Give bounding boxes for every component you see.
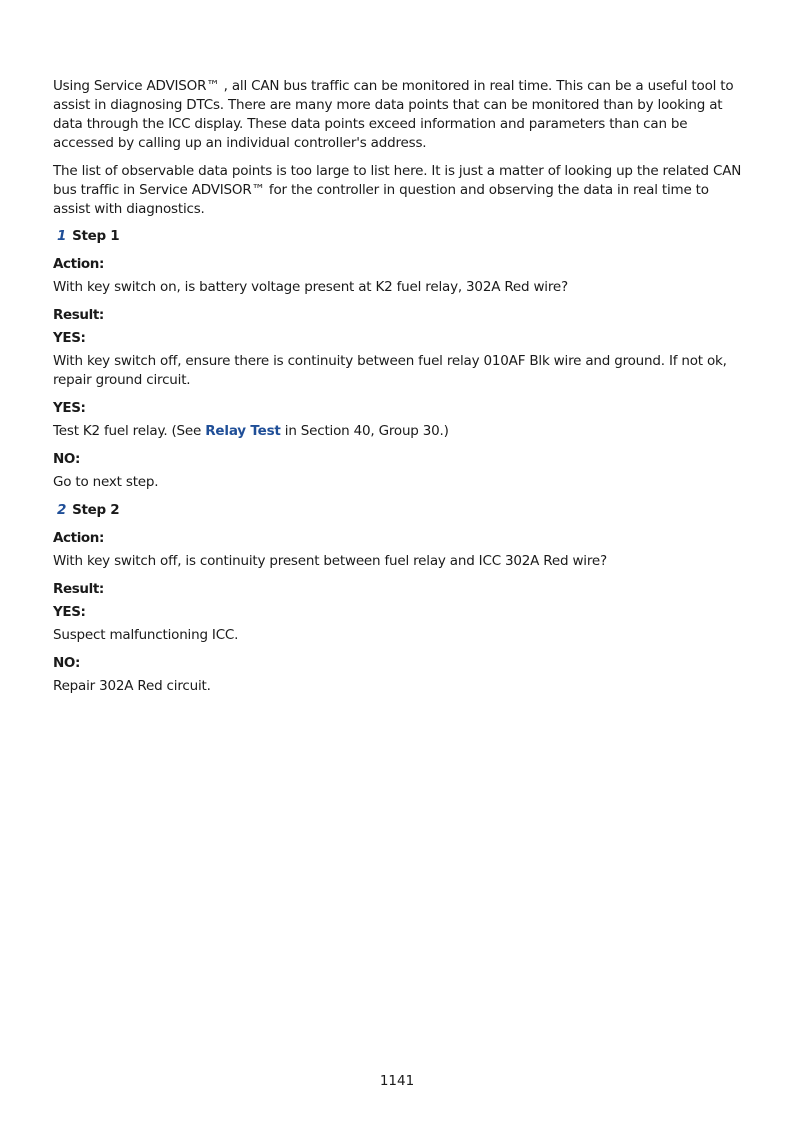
step-1-yes-text-2-before: Test K2 fuel relay. (See (53, 423, 206, 439)
step-1-title: Step 1 (72, 228, 120, 244)
step-1-yes-label-1: YES: (53, 330, 86, 346)
step-1-number: 1 (57, 228, 67, 244)
step-2-yes-label: YES: (53, 604, 86, 620)
intro-paragraph-1: Using Service ADVISOR™ , all CAN bus traffic can be monitored in real time. This can be a useful tool to assist in diagnosing DTCs. There are many more data points that can be monitored than by looking at data through the ICC display. These data points exceed information and parameters than can be accessed by calling up an individual controller's address. (53, 78, 734, 151)
step-2-section (53, 501, 743, 696)
step-1-yes-text-1: With key switch off, ensure there is continuity between fuel relay 010AF Blk wire and ground. If not ok, repair ground circuit. (53, 353, 727, 388)
step-1-section (53, 227, 743, 492)
step-2-heading (53, 501, 743, 520)
step-2-no-text: Repair 302A Red circuit. (53, 678, 211, 694)
step-1-result-label: Result: (53, 307, 104, 323)
step-1-no-label: NO: (53, 451, 80, 467)
step-1-yes-text-2 (53, 422, 743, 441)
step-1-yes-text-2-after: in Section 40, Group 30.) (280, 423, 449, 439)
step-1-action-label: Action: (53, 256, 105, 272)
step-1-no-text: Go to next step. (53, 474, 159, 490)
document-body (53, 77, 743, 696)
step-1-yes-label-2: YES: (53, 400, 86, 416)
step-2-title: Step 2 (72, 502, 120, 518)
relay-test-link[interactable]: Relay Test (205, 423, 281, 439)
step-2-result-label: Result: (53, 581, 104, 597)
step-2-yes-text: Suspect malfunctioning ICC. (53, 627, 239, 643)
step-1-action-text: With key switch on, is battery voltage present at K2 fuel relay, 302A Red wire? (53, 279, 568, 295)
step-2-no-label: NO: (53, 655, 80, 671)
page-number: 1141 (379, 1073, 415, 1089)
step-1-heading (53, 227, 743, 246)
step-2-action-label: Action: (53, 530, 105, 546)
step-2-action-text: With key switch off, is continuity present between fuel relay and ICC 302A Red wire? (53, 553, 607, 569)
intro-paragraph-2: The list of observable data points is too large to list here. It is just a matter of looking up the related CAN bus traffic in Service ADVISOR™ for the controller in question and observing the data in real time to assist with diagnostics. (53, 163, 742, 217)
step-2-number: 2 (57, 502, 67, 518)
